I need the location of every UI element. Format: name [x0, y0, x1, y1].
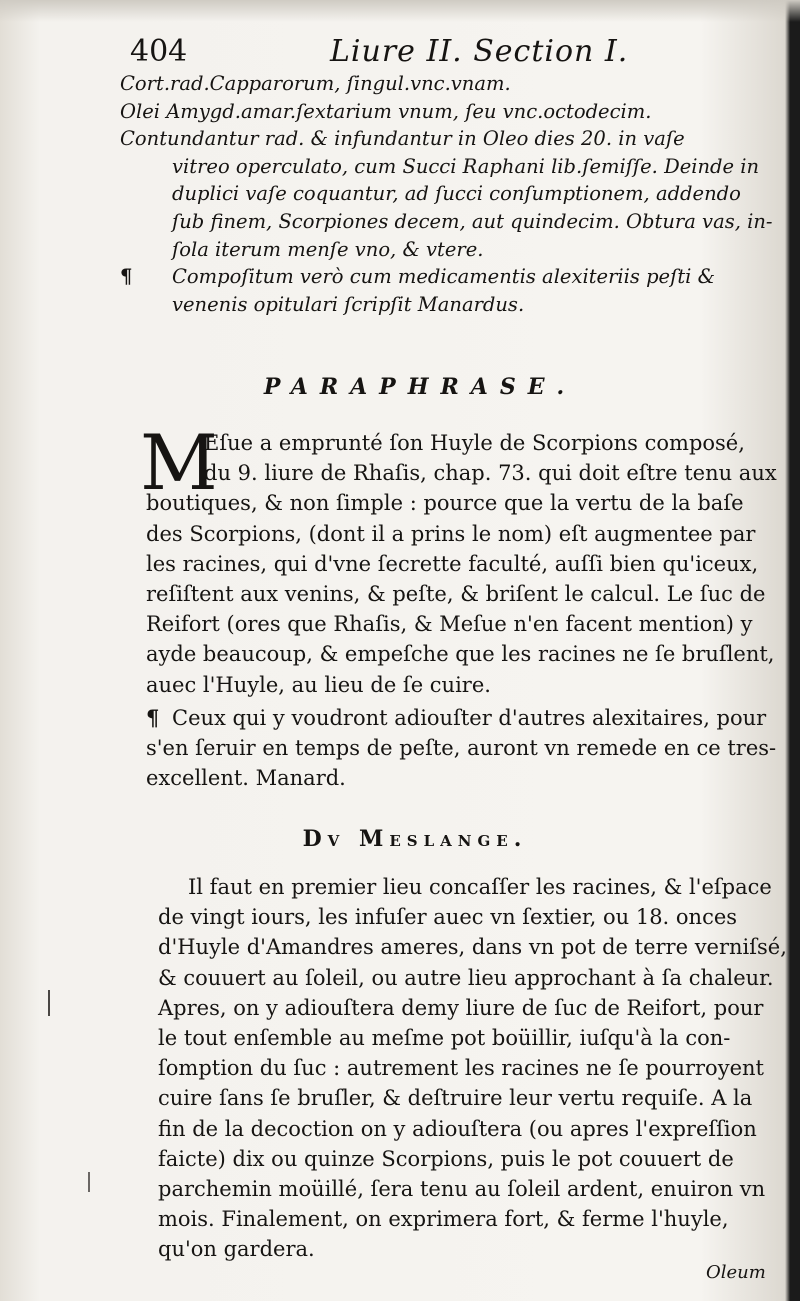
meslange-paragraph — [158, 872, 787, 1264]
note-line: excellent. Manard. — [146, 766, 346, 791]
paragraph-line: fin de la decoction on y adiouſtera (ou apres l'expreſſion — [158, 1116, 757, 1141]
latin-formula — [120, 70, 773, 318]
drop-cap: M — [140, 418, 218, 507]
paragraph-line: ſomption du ſuc : autrement les racines ne ſe pourroyent — [158, 1056, 764, 1081]
paragraph-line: reſiſtent aux venins, & peſte, & briſent le calcul. Le ſuc de — [146, 581, 766, 606]
formula-line: venenis opitulari ſcripſit Manardus. — [172, 292, 525, 316]
pilcrow-mark: ¶ — [146, 705, 160, 730]
paragraph-line: Reifort (ores que Rhaſis, & Meſue n'en facent mention) y — [146, 612, 753, 637]
margin-mark — [88, 1172, 90, 1192]
note-line — [146, 703, 771, 733]
paragraph-line: Eſue a emprunté ſon Huyle de Scorpions composé, — [204, 431, 745, 455]
formula-note-line — [120, 263, 760, 291]
catchword: Oleum — [706, 1262, 766, 1283]
page-number: 404 — [130, 34, 188, 69]
paragraph-line: & couuert au ſoleil, ou autre lieu approchant à ſa chaleur. — [158, 965, 774, 990]
paragraph-line: ayde beaucoup, & empeſche que les racines ne ſe bruſlent, — [146, 642, 775, 667]
paragraph-line: de vingt iours, les infuſer auec vn ſextier, ou 18. onces — [158, 905, 738, 930]
paragraph-line: des Scorpions, (dont il a prins le nom) eſt augmentee par — [146, 521, 756, 546]
paraphrase-paragraph — [140, 418, 777, 700]
formula-note-text: Compoſitum verò cum medicamentis alexiteriis peſti & — [172, 265, 715, 289]
paragraph-line: du 9. liure de Rhaſis, chap. 73. qui doit eſtre tenu aux — [204, 461, 777, 486]
paragraph-line: Apres, on y adiouſtera demy liure de ſuc de Reifort, pour — [158, 995, 764, 1020]
section-heading-meslange: Dv Meslange. — [302, 826, 528, 852]
paragraph-line: boutiques, & non ſimple : pource que la vertu de la baſe — [146, 491, 744, 516]
margin-mark — [48, 990, 50, 1016]
paragraph-line: cuire ſans ſe bruſler, & deſtruire leur vertu requiſe. A la — [158, 1086, 753, 1111]
formula-line: Olei Amygd.amar.ſextarium vnum, ſeu vnc.octodecim. — [120, 99, 652, 123]
formula-line: ſub finem, Scorpiones decem, aut quindecim. Obtura vas, in- — [172, 209, 773, 233]
pilcrow-mark: ¶ — [120, 265, 133, 289]
formula-line: Contundantur rad. & infundantur in Oleo dies 20. in vaſe — [120, 127, 685, 151]
formula-line: vitreo operculato, cum Succi Raphani lib.ſemiſſe. Deinde in — [172, 154, 760, 178]
note-line: s'en ſeruir en temps de peſte, auront vn remede en ce tres- — [146, 736, 777, 761]
paragraph-line: qu'on gardera. — [158, 1237, 315, 1262]
paragraph-line: Il faut en premier lieu concaſſer les racines, & l'eſpace — [188, 875, 772, 899]
paragraph-line: mois. Finalement, on exprimera fort, & ferme l'huyle, — [158, 1207, 729, 1232]
note-text: Ceux qui y voudront adiouſter d'autres alexitaires, pour — [172, 706, 767, 730]
paraphrase-note — [146, 703, 777, 794]
paragraph-line: parchemin moüillé, ſera tenu au ſoleil ardent, enuiron vn — [158, 1176, 766, 1201]
paragraph-line: les racines, qui d'vne ſecrette faculté, auſſi bien qu'iceux, — [146, 551, 759, 576]
paragraph-line: le tout enſemble au meſme pot boüillir, iuſqu'à la con- — [158, 1025, 731, 1050]
section-heading-paraphrase: PARAPHRASE. — [263, 374, 577, 400]
page-top-edge — [0, 0, 800, 22]
formula-line: ſola iterum menſe vno, & vtere. — [172, 237, 484, 261]
paragraph-line: faicte) dix ou quinze Scorpions, puis le pot couuert de — [158, 1146, 734, 1171]
paragraph-line: auec l'Huyle, au lieu de ſe cuire. — [146, 672, 491, 697]
formula-line: Cort.rad.Capparorum, ſingul.vnc.vnam. — [120, 72, 511, 95]
formula-line: duplici vaſe coquantur, ad ſucci conſumptionem, addendo — [172, 182, 741, 206]
running-title: Liure II. Section I. — [330, 34, 629, 69]
running-header — [130, 34, 750, 70]
paragraph-line: d'Huyle d'Amandres ameres, dans vn pot de terre verniſsé, — [158, 935, 787, 960]
